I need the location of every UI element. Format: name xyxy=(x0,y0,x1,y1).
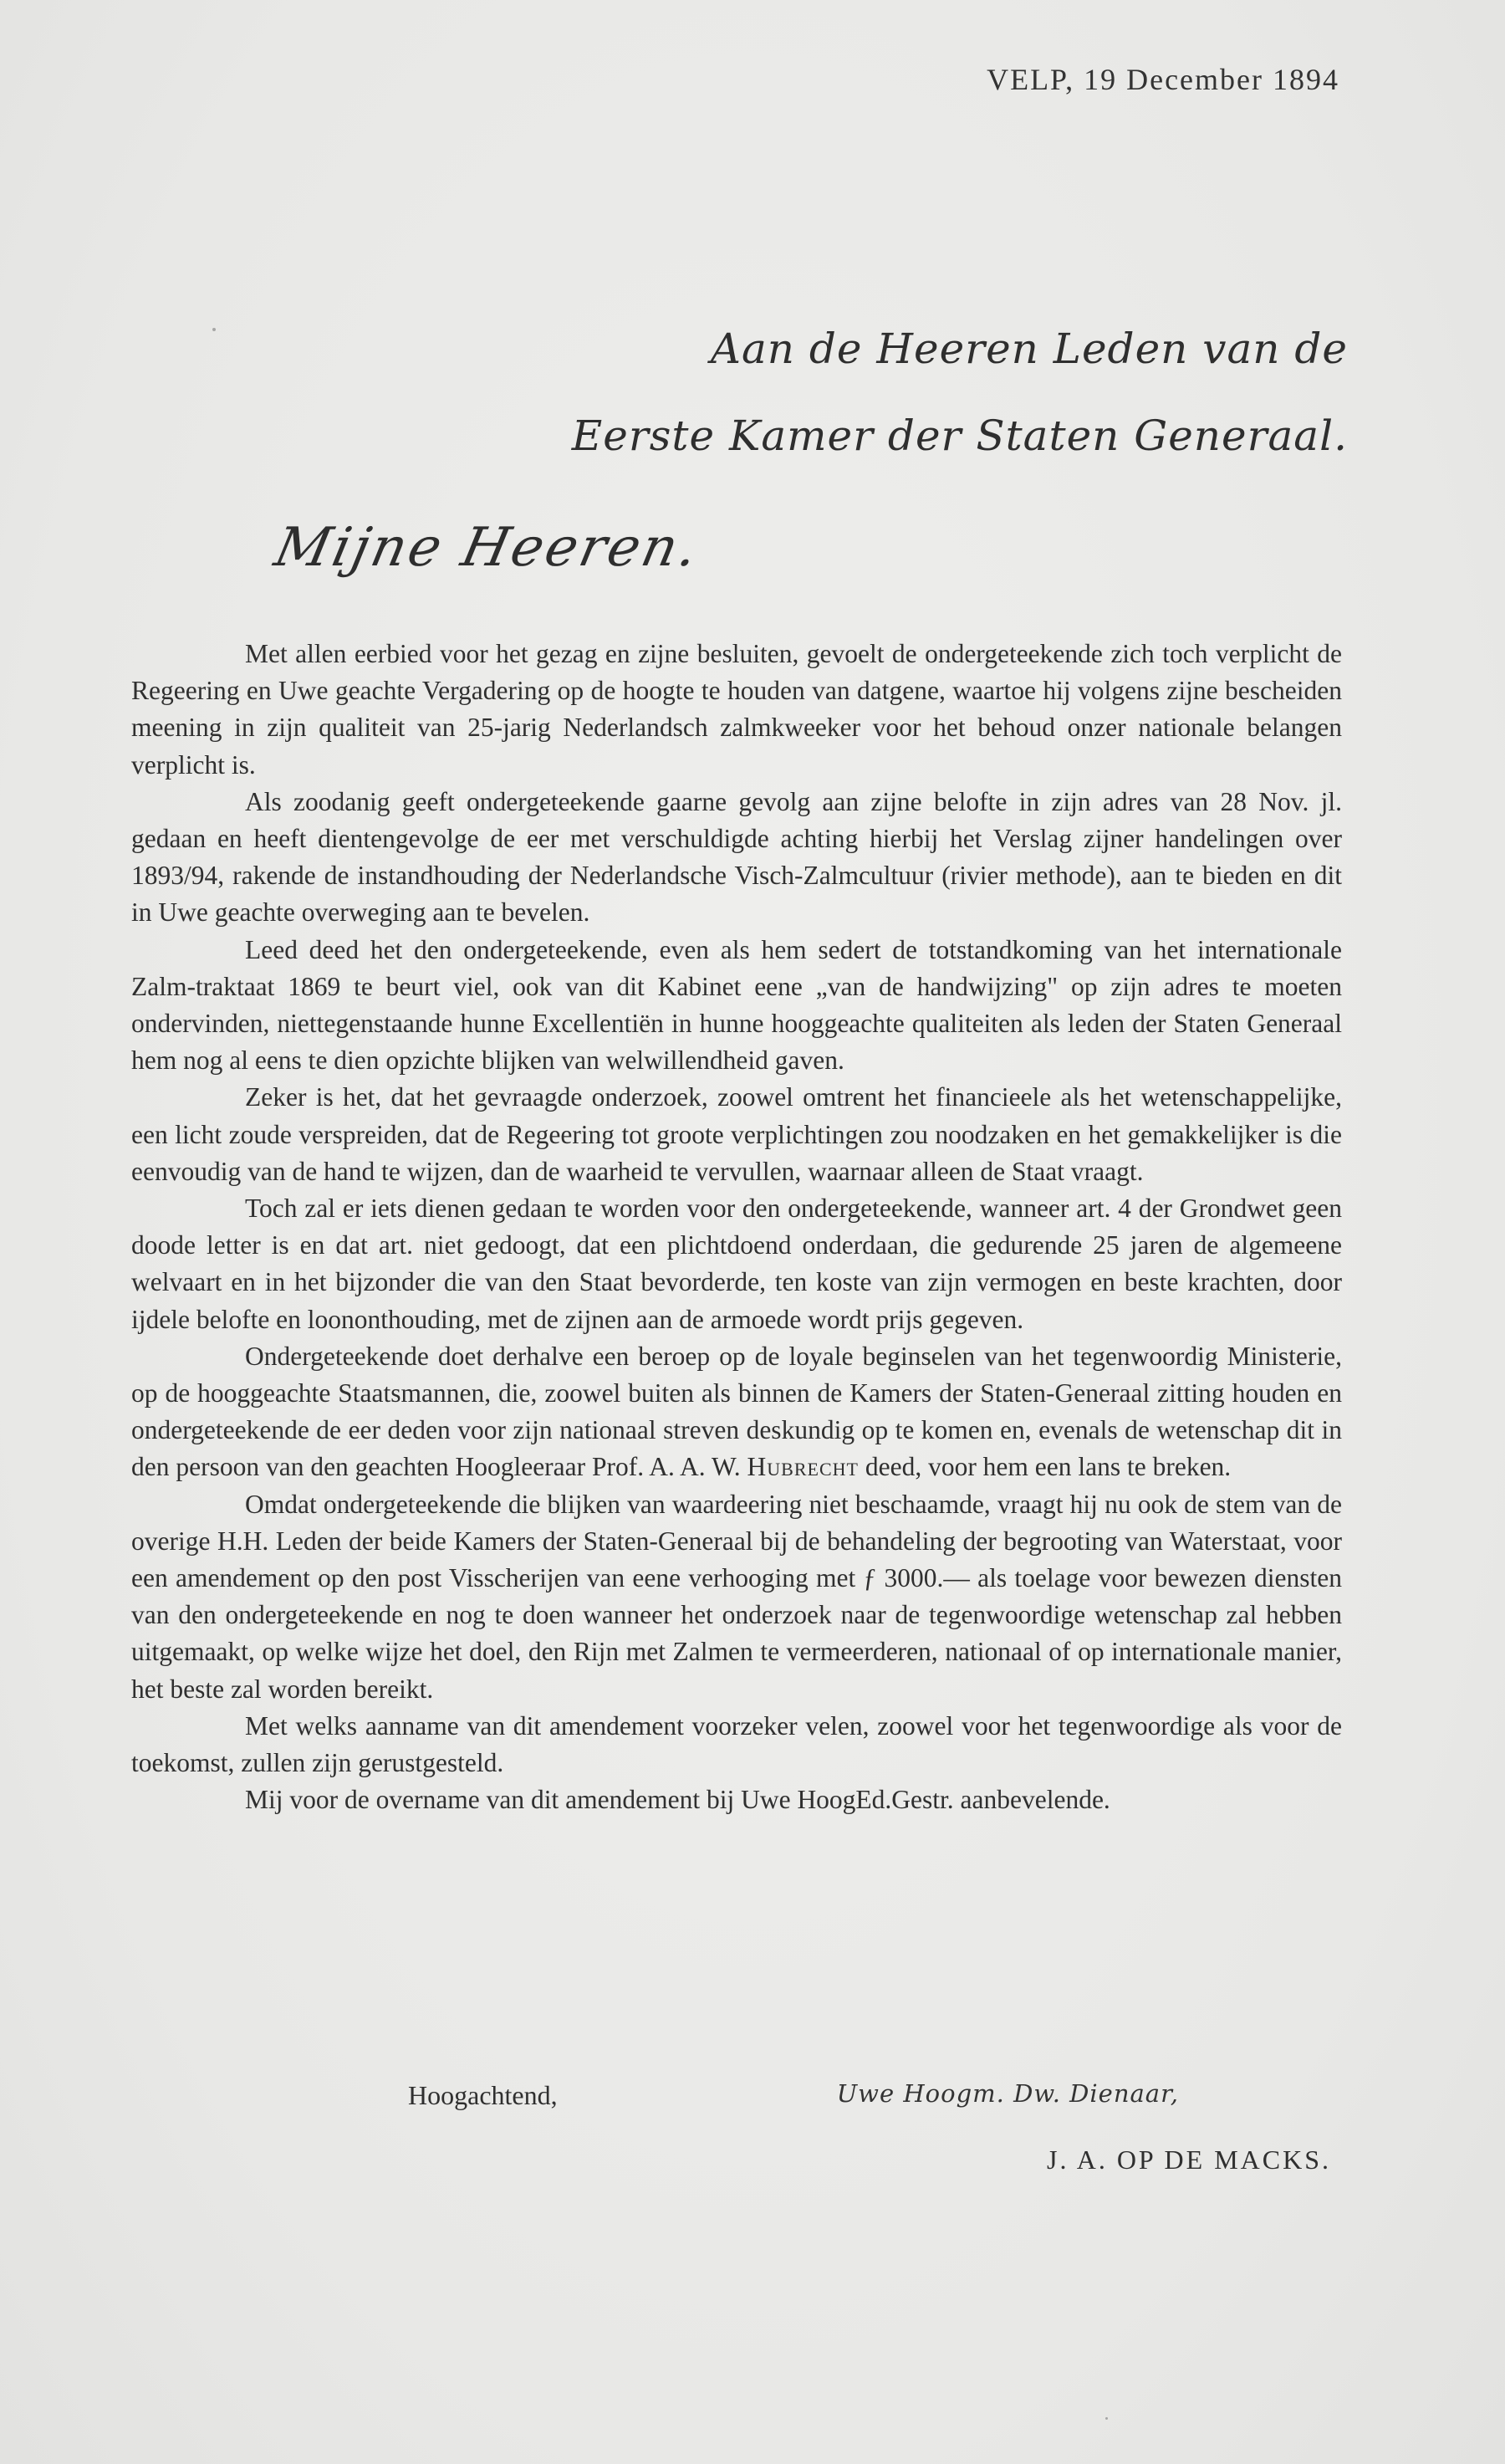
closing: Hoogachtend, xyxy=(408,2080,558,2110)
paragraph-9: Mij voor de overname van dit amendement bij Uwe HoogEd.Gestr. aanbevelende. xyxy=(245,1785,1110,1815)
paragraph-2: Als zoodanig geeft ondergeteekende gaarne gevolg aan zijne belofte in zijn adres van 28 Nov. jl. gedaan en heeft dientengevolge de eer met verschuldigde achting hierbij het Verslag zijner handelingen over 1893/94, rakende de instandhouding der Nederlandsche Visch-Zalmcultuur (rivier methode), aan te bieden en dit in Uwe geachte overweging aan te bevelen. xyxy=(131,786,1342,928)
addressee-line-1: Aan de Heeren Leden van de xyxy=(710,325,1348,373)
paragraph-1: Met allen eerbied voor het gezag en zijne besluiten, gevoelt de ondergeteekende zich toch verplicht de Regeering en Uwe geachte Vergadering op de hoogte te houden van datgene, waartoe hij volgens zijne bescheiden meening in zijn qualiteit van 25-jarig Nederlandsch zalmkweeker voor het behoud onzer nationale belangen verplicht is. xyxy=(131,639,1342,780)
paragraph-6 xyxy=(131,1338,1342,1486)
dateline: VELP, 19 December 1894 xyxy=(987,63,1339,96)
letter-body xyxy=(131,636,1342,1819)
paragraph-5: Toch zal er iets dienen gedaan te worden voor den ondergeteekende, wanneer art. 4 der Grondwet geen doode letter is en dat art. niet gedoogt, dat een plichtdoend onderdaan, die gedurende 25 jaren de algemeene welvaart en in het bijzonder die van den Staat bevorderde, ten koste van zijn vermogen en beste krachten, door ijdele belofte en loononthouding, met de zijnen aan de armoede wordt prijs gegeven. xyxy=(131,1194,1342,1334)
name-hubrecht: Hubrecht xyxy=(747,1452,859,1482)
paragraph-6-text: Ondergeteekende doet derhalve een beroep op de loyale beginselen van het tegenwoordig Ministerie, op de hooggeachte Staatsmannen, die, zoowel buiten als binnen de Kamers der Staten-Generaal zitting houden en ondergeteekende de eer deden voor zijn nationaal streven deskundig op te komen en, evenals de wetenschap dit in den persoon van den geachten Hoogleeraar Prof. A. A. W. xyxy=(131,1341,1342,1482)
signatory-title: Uwe Hoogm. Dw. Dienaar, xyxy=(836,2079,1179,2108)
paper-speck xyxy=(1105,2417,1108,2420)
paragraph-7: Omdat ondergeteekende die blijken van waardeering niet beschaamde, vraagt hij nu ook de stem van de overige H.H. Leden der beide Kamers der Staten-Generaal bij de behandeling der begrooting van Waterstaat, voor een amendement op den post Visscherijen van eene verhooging met ƒ 3000.— als toelage voor bewezen diensten van den ondergeteekende en nog te doen wanneer het onderzoek naar de tegenwoordige wetenschap zal hebben uitgemaakt, op welke wijze het doel, den Rijn met Zalmen te vermeerderen, nationaal of op internationale manier, het beste zal worden bereikt. xyxy=(131,1489,1342,1704)
paragraph-3: Leed deed het den ondergeteekende, even als hem sedert de totstandkoming van het internationale Zalm-traktaat 1869 te beurt viel, ook van dit Kabinet eene „van de handwijzing" op zijn adres te moeten ondervinden, niettegenstaande hunne Excellentiën in hunne hooggeachte qualiteiten als leden der Staten Generaal hem nog al eens te dien opzichte blijken van welwillendheid gaven. xyxy=(131,934,1342,1076)
paragraph-8: Met welks aanname van dit amendement voorzeker velen, zoowel voor het tegenwoordige als voor de toekomst, zullen zijn gerustgesteld. xyxy=(131,1710,1342,1778)
addressee xyxy=(572,305,1348,479)
paragraph-6-tail: deed, voor hem een lans te breken. xyxy=(865,1452,1232,1482)
paragraph-4: Zeker is het, dat het gevraagde onderzoek, zoowel omtrent het financieele als het wetenschappelijke, een licht zoude verspreiden, dat de Regeering tot groote verplichtingen zou noodzaken en het gemakkelijker is die eenvoudig van de hand te wijzen, dan de waarheid te vervullen, waarnaar alleen de Staat vraagt. xyxy=(131,1082,1342,1186)
addressee-line-2: Eerste Kamer der Staten Generaal. xyxy=(571,412,1348,460)
paper-speck xyxy=(212,328,216,331)
signature: J. A. OP DE MACKS. xyxy=(1047,2144,1331,2175)
salutation: Mijne Heeren. xyxy=(269,517,706,579)
